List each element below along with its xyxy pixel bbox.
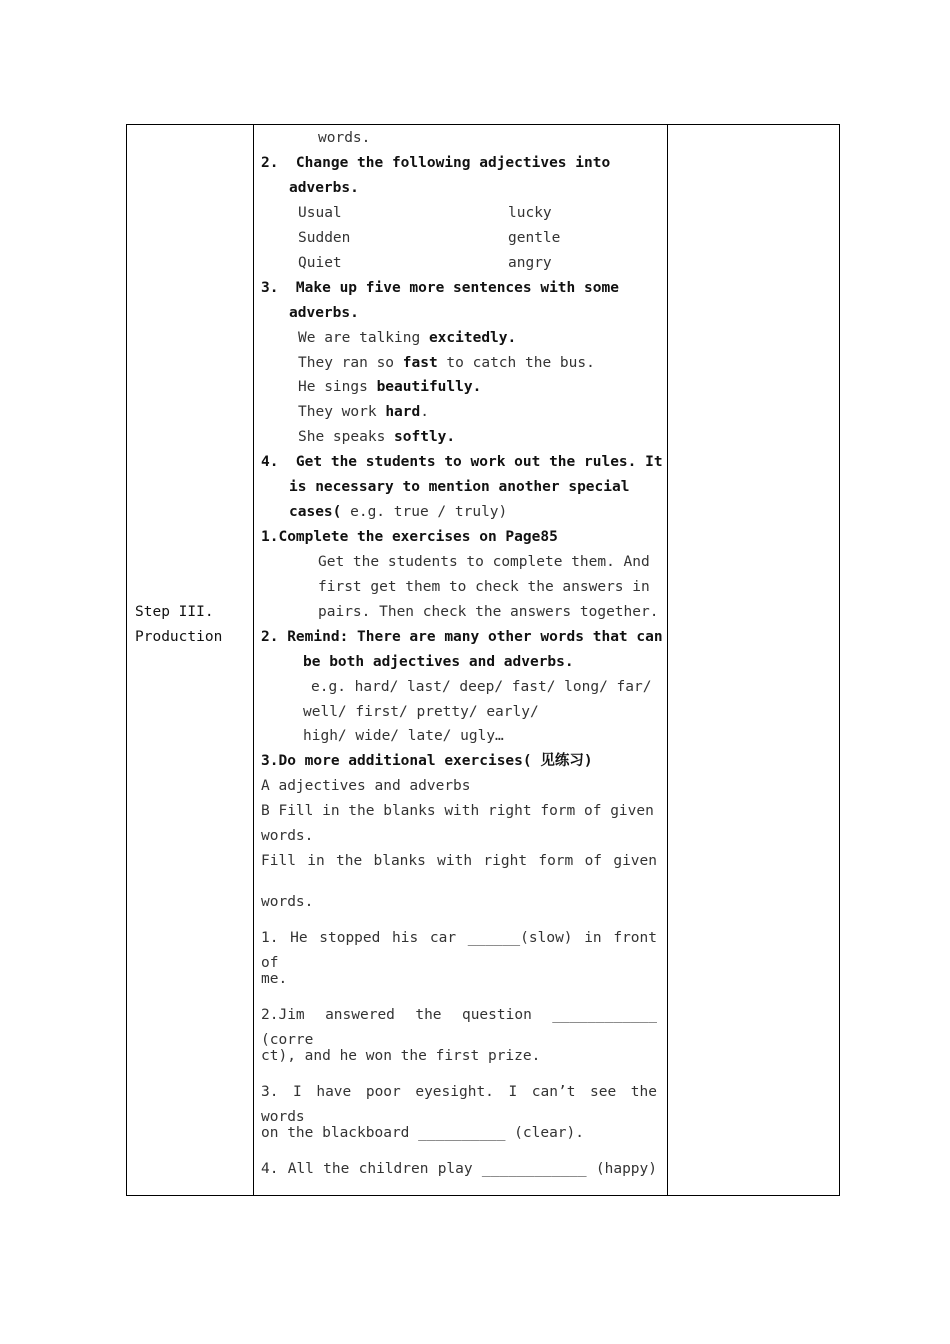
section-heading: 3.Do more additional exercises( 见练习) (261, 753, 593, 769)
example-sentence: He sings beautifully. (298, 379, 482, 395)
exercise-instruction: words. (261, 894, 314, 910)
text-line: words. (261, 828, 314, 844)
exercise-question: 2.Jim answered the question ____________ (corre (261, 1007, 657, 1048)
exercise-question: on the blackboard __________ (clear). (261, 1125, 585, 1141)
adjective: angry (508, 255, 552, 271)
example-sentence: They ran so fast to catch the bus. (298, 355, 595, 371)
example-sentence: They work hard. (298, 404, 429, 420)
exercise-instruction: Fill in the blanks with right form of given (261, 853, 657, 869)
text-line: pairs. Then check the answers together. (318, 604, 659, 620)
text-line: first get them to check the answers in (318, 579, 650, 595)
item-heading: 3. Make up five more sentences with some (261, 280, 619, 296)
text-line: well/ first/ pretty/ early/ (303, 704, 539, 720)
text-line: Get the students to complete them. And (318, 554, 650, 570)
text-line: words. (318, 130, 371, 146)
item-heading: is necessary to mention another special (289, 479, 630, 495)
item-heading: adverbs. (289, 305, 359, 321)
step-subtitle: Production (135, 629, 223, 645)
section-heading: be both adjectives and adverbs. (303, 654, 574, 670)
item-heading: adverbs. (289, 180, 359, 196)
item-heading: cases( e.g. true / truly) (289, 504, 508, 520)
example-sentence: She speaks softly. (298, 429, 456, 445)
text-line: A adjectives and adverbs (261, 778, 471, 794)
example-sentence: We are talking excitedly. (298, 330, 517, 346)
lesson-table (126, 124, 840, 1196)
adjective: lucky (508, 205, 552, 221)
column-divider (253, 125, 254, 1195)
step-title: Step III. (135, 604, 214, 620)
adjective: Usual (298, 205, 342, 221)
adjective: Quiet (298, 255, 342, 271)
adjective: Sudden (298, 230, 351, 246)
exercise-question: 4. All the children play ____________ (happy) (261, 1161, 657, 1177)
exercise-question: ct), and he won the first prize. (261, 1048, 541, 1064)
adjective: gentle (508, 230, 561, 246)
text-line: high/ wide/ late/ ugly… (303, 728, 504, 744)
text-line: e.g. hard/ last/ deep/ fast/ long/ far/ (311, 679, 652, 695)
section-heading: 1.Complete the exercises on Page85 (261, 529, 558, 545)
exercise-question: 1. He stopped his car ______(slow) in front of (261, 930, 657, 971)
text-line: B Fill in the blanks with right form of given (261, 803, 654, 819)
item-heading: 2. Change the following adjectives into (261, 155, 611, 171)
column-divider (667, 125, 668, 1195)
exercise-question: me. (261, 971, 288, 987)
item-heading: 4. Get the students to work out the rules. It (261, 454, 663, 470)
section-heading: 2. Remind: There are many other words that can (261, 629, 663, 645)
step-label (135, 600, 222, 650)
exercise-question: 3. I have poor eyesight. I can’t see the words (261, 1084, 657, 1125)
